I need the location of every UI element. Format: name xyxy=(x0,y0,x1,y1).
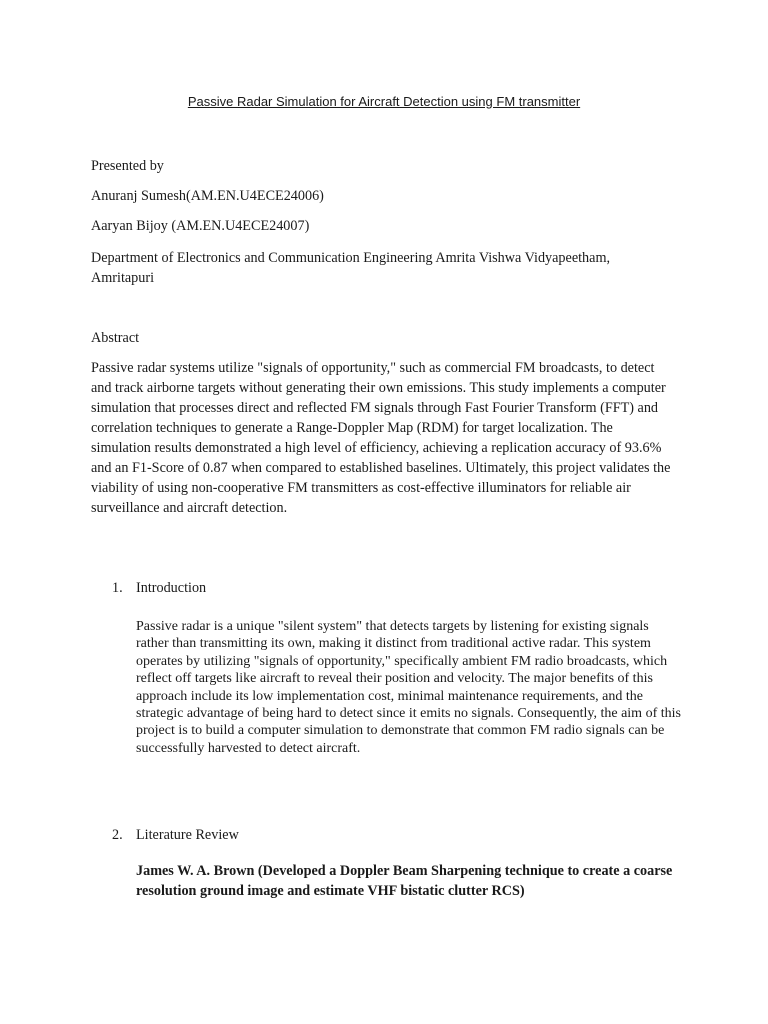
section-introduction-heading xyxy=(112,578,206,598)
department-affiliation: Department of Electronics and Communication Engineering Amrita Vishwa Vidyapeetham, Amritapuri xyxy=(91,250,611,286)
section-title: Literature Review xyxy=(136,827,239,843)
author-1: Anuranj Sumesh(AM.EN.U4ECE24006) xyxy=(91,188,324,204)
section-title: Introduction xyxy=(136,580,207,596)
abstract-body: Passive radar systems utilize "signals of opportunity," such as commercial FM broadcasts, to detect and track airborne targets without generating their own emissions. This study implements a computer simulation that processes direct and reflected FM signals through Fast Fourier Transform (FFT) and correlation techniques to generate a Range-Doppler Map (RDM) for target localization. The simulation results demonstrated a high level of efficiency, achieving a replication accuracy of 93.6% and an F1-Score of 0.87 when compared to established baselines. Ultimately, this project validates the viability of using non-cooperative FM transmitters as cost-effective illuminators for reliable air surveillance and aircraft detection. xyxy=(91,360,671,516)
section-number: 1. xyxy=(112,580,123,596)
author-2: Aaryan Bijoy (AM.EN.U4ECE24007) xyxy=(91,218,310,234)
literature-review-subheading: James W. A. Brown (Developed a Doppler Beam Sharpening technique to create a coarse resolution ground image and estimate VHF bistatic clutter RCS) xyxy=(136,863,673,899)
section-number: 2. xyxy=(112,827,123,843)
introduction-body: Passive radar is a unique "silent system" that detects targets by listening for existing signals rather than transmitting its own, making it distinct from traditional active radar. This system operates by utilizing "signals of opportunity," specifically ambient FM radio broadcasts, which reflect off targets like aircraft to reveal their position and velocity. The major benefits of this approach include its low implementation cost, minimal maintenance requirements, and the strategic advantage of being hard to detect since it emits no signals. Consequently, the aim of this project is to build a computer simulation to demonstrate that common FM radio signals can be successfully harvested to detect aircraft. xyxy=(136,619,681,756)
presented-by-label: Presented by xyxy=(91,158,164,174)
section-literature-review-heading xyxy=(112,825,239,845)
page-title: Passive Radar Simulation for Aircraft Detection using FM transmitter xyxy=(187,94,581,109)
abstract-heading: Abstract xyxy=(91,330,140,346)
